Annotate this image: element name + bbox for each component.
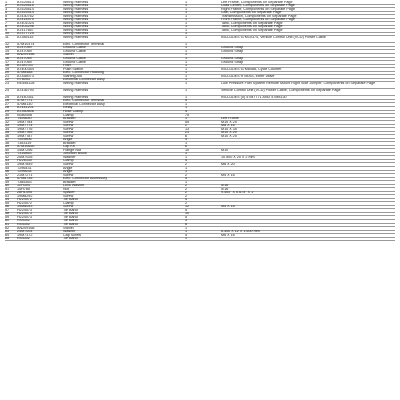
quantity: 4 <box>185 177 188 181</box>
remarks: INCLUDES R78053, Ether Valve <box>221 74 275 78</box>
part-description: Tie Band <box>63 212 78 216</box>
remarks: INCLUDES (5) 57M7771 AND 57M8130 <box>221 95 287 99</box>
item-number: 63 <box>5 230 10 234</box>
remarks: M10 X 25 <box>221 120 237 124</box>
item-number: 7 <box>5 21 8 25</box>
part-number: 19M8053 <box>17 205 33 209</box>
item-number: 35 <box>5 131 10 135</box>
quantity: 1 <box>185 71 188 75</box>
quantity: 13 <box>185 127 190 131</box>
quantity: 1 <box>185 46 188 50</box>
item-number: 44 <box>5 162 10 166</box>
part-number: 14H785 <box>17 187 30 191</box>
item-number: 29 <box>5 110 10 114</box>
part-description: Wiring Harness <box>63 0 89 4</box>
part-number: H224073 <box>17 215 32 219</box>
quantity: 1 <box>185 4 188 8</box>
item-number: 59 <box>5 215 10 219</box>
item-number: 8 <box>5 25 8 29</box>
remarks: Cab, Components on Separate Page <box>221 11 282 15</box>
part-number: 12H304 <box>17 184 30 188</box>
item-number: 56 <box>5 205 10 209</box>
part-number: 19M8292 <box>17 194 33 198</box>
part-description: Electrical Connector Assy <box>63 78 105 82</box>
part-number: 19M7785 <box>17 131 33 135</box>
quantity: 1 <box>185 64 188 68</box>
part-description: Wiring Harness <box>63 11 89 15</box>
quantity: 1 <box>185 180 188 184</box>
item-number: 32 <box>5 120 10 124</box>
part-description: Washer <box>63 155 76 159</box>
part-number: AN209168 <box>17 53 35 57</box>
part-number: R44302 <box>17 223 30 227</box>
part-number: RE558128 <box>17 81 35 85</box>
part-number: 57M8488 <box>17 71 33 75</box>
item-number: 48 <box>5 177 10 181</box>
quantity: 3 <box>185 219 188 223</box>
quantity: 10 <box>185 148 190 152</box>
item-number: 30 <box>5 113 10 117</box>
quantity: 2 <box>185 162 188 166</box>
item-number: 4 <box>5 11 8 15</box>
part-number: H224072 <box>17 201 32 205</box>
part-description: Wiring Harness <box>63 18 89 22</box>
part-description: Wiring Harness <box>63 35 89 39</box>
quantity: 1 <box>185 67 188 71</box>
quantity: 1 <box>185 32 188 36</box>
item-number: 51 <box>5 187 10 191</box>
part-number: AT525615 <box>17 4 34 8</box>
quantity: 1 <box>185 106 188 110</box>
part-description: Screw <box>63 194 74 198</box>
remarks: Load Center, Components on Separate Page <box>221 4 295 8</box>
part-number: 57M10650 <box>17 145 35 149</box>
part-number: AT525614 <box>17 7 34 11</box>
remarks: Left Frame <box>221 117 239 121</box>
item-number: 28 <box>5 106 10 110</box>
part-description: Elec. Connector Housing <box>63 71 104 75</box>
part-number: AT440351 <box>17 95 34 99</box>
quantity: 2 <box>185 124 188 128</box>
item-number: 15 <box>5 53 10 57</box>
part-description: Tie Band <box>63 219 78 223</box>
remarks: Low Pressure Fuel System Remote Mount Right Side Jumper, Components on Separate Page <box>221 81 376 85</box>
quantity: 1 <box>185 18 188 22</box>
item-number: 20 <box>5 71 10 75</box>
item-number: 33 <box>5 124 10 128</box>
part-number: T296634 <box>17 170 32 174</box>
part-description: Wiring Harness <box>63 25 89 29</box>
part-number: AT377725 <box>17 32 34 36</box>
remarks: M8 X 20 <box>221 162 235 166</box>
quantity: 1 <box>185 81 188 85</box>
quantity: 1 <box>185 78 188 82</box>
part-description: Wiring Harness <box>63 28 89 32</box>
quantity: 4 <box>185 110 188 114</box>
item-number: 58 <box>5 212 10 216</box>
part-number: T353119 <box>17 141 32 145</box>
quantity: 1 <box>185 152 188 156</box>
part-number: 57M8130 <box>17 102 33 106</box>
quantity: 1 <box>185 35 188 39</box>
part-number: AT387037 <box>17 64 34 68</box>
part-description: Push Switch <box>63 67 84 71</box>
quantity: 1 <box>185 57 188 61</box>
quantity: 1 <box>185 60 188 64</box>
part-description: Wiring Harness <box>63 14 89 18</box>
part-description: Bracket <box>63 117 76 121</box>
part-number: AT401024 <box>17 21 34 25</box>
quantity: 2 <box>185 187 188 191</box>
item-number: 17 <box>5 60 10 64</box>
item-number: 22 <box>5 78 10 82</box>
part-description: Elec. Connector Terminal <box>63 99 105 103</box>
part-description: Screw <box>63 124 74 128</box>
part-description: Tie Band <box>63 215 78 219</box>
part-description: Ground Cable <box>63 57 86 61</box>
remarks: 5/16" <box>221 184 230 188</box>
part-number: AT400354 <box>17 67 34 71</box>
remarks: M10 X 35 <box>221 127 237 131</box>
part-description: Angle <box>63 138 73 142</box>
part-description: Clamp <box>63 113 74 117</box>
part-number: 28H1495 <box>17 191 32 195</box>
part-description: Tie Band <box>63 198 78 202</box>
quantity: 1 <box>185 25 188 29</box>
item-number: 25 <box>5 95 10 99</box>
item-number: 64 <box>5 233 10 237</box>
item-number: 49 <box>5 180 10 184</box>
part-number: H224073 <box>17 212 32 216</box>
quantity: 1 <box>185 226 188 230</box>
item-number: 34 <box>5 127 10 131</box>
part-description: Wiring Harness <box>63 4 89 8</box>
item-number: 19 <box>5 67 10 71</box>
item-number: 1 <box>5 0 8 4</box>
part-description: Spacer <box>63 191 75 195</box>
quantity: 4 <box>185 159 188 163</box>
quantity: 6 <box>185 145 188 149</box>
item-number: 37 <box>5 138 10 142</box>
item-number: 27 <box>5 102 10 106</box>
part-number: 19M7849 <box>17 162 33 166</box>
quantity: 1 <box>185 230 188 234</box>
part-number: AT360806 <box>17 110 34 114</box>
part-description: Screw <box>63 120 74 124</box>
quantity: 1 <box>185 74 188 78</box>
quantity: 1 <box>185 11 188 15</box>
part-description: Screw <box>63 127 74 131</box>
remarks: INCLUDES 57M10374, Vehicle Control Unit (VCU) Power Cable <box>221 35 326 39</box>
part-number: R44302 <box>17 237 30 241</box>
item-number: 21 <box>5 74 10 78</box>
item-number: 47 <box>5 173 10 177</box>
part-description: Angle <box>63 166 73 170</box>
quantity: 2 <box>185 191 188 195</box>
item-number: 41 <box>5 152 10 156</box>
part-description: Elec. Connector Terminal <box>63 42 105 46</box>
item-number: 50 <box>5 184 10 188</box>
part-description: Cap Screw <box>63 233 82 237</box>
remarks: M10 X 25 <box>221 134 237 138</box>
remarks: Front Frame, Components on Separate Page <box>221 18 295 22</box>
part-number: 19M7787 <box>17 134 33 138</box>
item-number: 36 <box>5 134 10 138</box>
quantity: 21 <box>185 131 190 135</box>
quantity: 1 <box>185 42 188 46</box>
part-number: AT403296 <box>17 25 34 29</box>
item-number: 46 <box>5 170 10 174</box>
part-description: Washer <box>63 230 76 234</box>
part-description: Starting Aid <box>63 74 82 78</box>
quantity: 1 <box>185 102 188 106</box>
item-number: 39 <box>5 145 10 149</box>
quantity: 6 <box>185 223 188 227</box>
item-number: 13 <box>5 46 10 50</box>
part-description: Bracket <box>63 180 76 184</box>
item-number: 52 <box>5 191 10 195</box>
remarks: Right Frame, Components on Separate Page <box>221 7 295 11</box>
part-number: T406640 <box>17 117 32 121</box>
item-number: 9 <box>5 28 8 32</box>
item-number: 26 <box>5 99 10 103</box>
part-description: Hose Clamp <box>63 110 84 114</box>
quantity: 2 <box>185 201 188 205</box>
item-number: 31 <box>5 117 10 121</box>
quantity: 1 <box>185 28 188 32</box>
item-number: 6 <box>5 18 8 22</box>
remarks: Ground Strap <box>221 46 244 50</box>
part-description: Elec. Connector Accessory <box>63 177 108 181</box>
part-description: Screw <box>63 162 74 166</box>
remarks: Tank, Components on Separate Page <box>221 25 283 29</box>
part-description: Clamp <box>63 201 74 205</box>
quantity: 5 <box>185 99 188 103</box>
remarks: M8 X 16 <box>221 124 235 128</box>
item-number: 62 <box>5 226 10 230</box>
quantity: 4 <box>185 233 188 237</box>
part-number: AT436790 <box>17 88 34 92</box>
remarks: Ground Strap <box>221 49 244 53</box>
parts-list-table <box>5 1 395 241</box>
part-number: H224072 <box>17 198 32 202</box>
remarks: Vehicle Control Unit (VCU) Power Cable, Components on Separate Page <box>221 88 341 92</box>
part-number: N380408 <box>17 113 32 117</box>
item-number: 55 <box>5 201 10 205</box>
item-number: 23 <box>5 81 10 85</box>
remarks: M10 X 20 <box>221 131 237 135</box>
quantity: 1 <box>185 95 188 99</box>
part-number: 57M7771 <box>17 99 33 103</box>
quantity: 1 <box>185 21 188 25</box>
part-number: 19M7776 <box>17 127 33 131</box>
part-number: AT47069 <box>17 49 32 53</box>
part-description: Wiring Harness <box>63 7 89 11</box>
part-number: AT414570 <box>17 18 34 22</box>
quantity: 55 <box>185 120 190 124</box>
quantity: 2 <box>185 173 188 177</box>
quantity: 1 <box>185 166 188 170</box>
part-description: Screw <box>63 205 74 209</box>
part-description: Wiring Harness <box>63 95 89 99</box>
part-description: Wiring Harness <box>63 81 89 85</box>
part-description: Tie Band <box>63 223 78 227</box>
quantity: 12 <box>185 205 190 209</box>
quantity: 1 <box>185 0 188 4</box>
part-description: Swivel <box>63 226 74 230</box>
part-description: Screw <box>63 131 74 135</box>
part-description: Wiring Harness <box>63 88 89 92</box>
quantity: 1 <box>185 117 188 121</box>
part-description: Bracket <box>63 141 76 145</box>
part-number: AT47069 <box>17 60 32 64</box>
part-description: Flange Nut <box>63 148 82 152</box>
remarks: Tank, Components on Separate Page <box>221 21 283 25</box>
remarks: Ground Strap <box>221 57 244 61</box>
quantity: 75 <box>185 113 190 117</box>
part-number: R44302 <box>17 219 30 223</box>
part-description: Ground Cable <box>63 46 86 50</box>
remarks: Ground Strap <box>221 60 244 64</box>
quantity: 1 <box>185 49 188 53</box>
item-number: 38 <box>5 141 10 145</box>
part-number: 14M7296 <box>17 148 33 152</box>
item-number: 12 <box>5 42 10 46</box>
quantity: 1 <box>185 237 188 241</box>
remarks: 9.400" X 0.675" X 1" <box>221 191 255 195</box>
part-description: Tie Band <box>63 237 78 241</box>
remarks: Tank, Components on Separate Page <box>221 28 283 32</box>
item-number: 3 <box>5 7 8 11</box>
remarks: M6 X 16 <box>221 233 235 237</box>
part-number: H226330 <box>17 159 32 163</box>
item-number: 18 <box>5 64 10 68</box>
part-number: 19M7784 <box>17 120 33 124</box>
part-description: Electrical Connector Assy <box>63 102 105 106</box>
part-description: Screw <box>63 173 74 177</box>
item-number: 43 <box>5 159 10 163</box>
part-number: AN209168 <box>17 226 35 230</box>
part-number: R78053 <box>17 78 30 82</box>
item-number: 54 <box>5 198 10 202</box>
part-description: Wiring Harness <box>63 21 89 25</box>
part-number: 24M7028 <box>17 155 33 159</box>
part-number: T385363 <box>17 180 32 184</box>
item-number: 61 <box>5 223 10 227</box>
part-number: H224073 <box>17 208 32 212</box>
quantity: 1 <box>185 170 188 174</box>
quantity: 1 <box>185 88 188 92</box>
part-number: AT47069 <box>17 46 32 50</box>
part-description: Filter <box>63 64 72 68</box>
item-number: 40 <box>5 148 10 152</box>
quantity: 10 <box>185 212 190 216</box>
part-number: AT525514 <box>17 11 34 15</box>
part-number: T296431 <box>17 166 32 170</box>
part-description: Nut <box>63 187 69 191</box>
quantity: 2 <box>185 184 188 188</box>
item-number: 65 <box>5 237 10 241</box>
item-number: 10 <box>5 32 10 36</box>
part-description: Wiring Harness <box>63 32 89 36</box>
item-number: 14 <box>5 49 10 53</box>
part-number: T316863 <box>17 152 32 156</box>
part-description: Angle <box>63 170 73 174</box>
item-number: 5 <box>5 14 8 18</box>
remarks: 6.400 X 12 X 1.600 mm <box>221 230 260 234</box>
part-description: Ground Cable <box>63 49 86 53</box>
table-row <box>5 238 395 242</box>
quantity: 5 <box>185 208 188 212</box>
item-number: 16 <box>5 57 10 61</box>
quantity: 2 <box>185 194 188 198</box>
part-number: AT430762 <box>17 14 34 18</box>
quantity: 1 <box>185 155 188 159</box>
part-number: 21M7271 <box>17 173 33 177</box>
part-description: Relay <box>63 106 73 110</box>
remarks: 5/16" <box>221 187 230 191</box>
quantity: 1 <box>185 141 188 145</box>
quantity: 1 <box>185 7 188 11</box>
part-number: AT417657 <box>17 28 34 32</box>
item-number: 24 <box>5 88 10 92</box>
remarks: M5 X 16 <box>221 173 235 177</box>
remarks: M10 <box>221 148 229 152</box>
quantity: 1 <box>185 53 188 57</box>
part-description: Screw <box>63 134 74 138</box>
item-number: 60 <box>5 219 10 223</box>
part-description: Tie Band <box>63 208 78 212</box>
quantity: 5 <box>185 215 188 219</box>
part-number: AT47069 <box>17 57 32 61</box>
part-number: AT441201 <box>17 106 34 110</box>
quantity: 5 <box>185 198 188 202</box>
part-number: 19M7372 <box>17 233 33 237</box>
part-description: Clip Kit <box>63 145 75 149</box>
quantity: 6 <box>185 134 188 138</box>
quantity: 4 <box>185 138 188 142</box>
item-number: 53 <box>5 194 10 198</box>
part-number: AT358073 <box>17 74 34 78</box>
part-number: 57M8736 <box>17 177 33 181</box>
part-description: Clamp <box>63 159 74 163</box>
remarks: 10.500 X 20 X 2 mm <box>221 155 255 159</box>
remarks: INCLUDES 57M8488, Cycle Counter <box>221 67 282 71</box>
item-number: 57 <box>5 208 10 212</box>
item-number: 42 <box>5 155 10 159</box>
part-description: Ground Cable <box>63 60 86 64</box>
part-number: 24M7004 <box>17 230 33 234</box>
item-number: 45 <box>5 166 10 170</box>
part-number: 19M7774 <box>17 124 33 128</box>
remarks: Left Frame, Components on Separate Page <box>221 0 293 4</box>
part-number: AT525613 <box>17 0 34 4</box>
quantity: 1 <box>185 14 188 18</box>
part-description: Lock Washer <box>63 184 85 188</box>
part-description: Swivel <box>63 53 74 57</box>
part-number: AT385115 <box>17 35 34 39</box>
item-number: 11 <box>5 35 9 39</box>
remarks: Transmission, Components on Separate Page <box>221 14 297 18</box>
part-description: Junction Block <box>63 152 87 156</box>
part-number: 57M10374 <box>17 42 35 46</box>
part-number: T209806 <box>17 138 32 142</box>
remarks: M5 X 16 <box>221 205 235 209</box>
item-number: 2 <box>5 4 8 8</box>
